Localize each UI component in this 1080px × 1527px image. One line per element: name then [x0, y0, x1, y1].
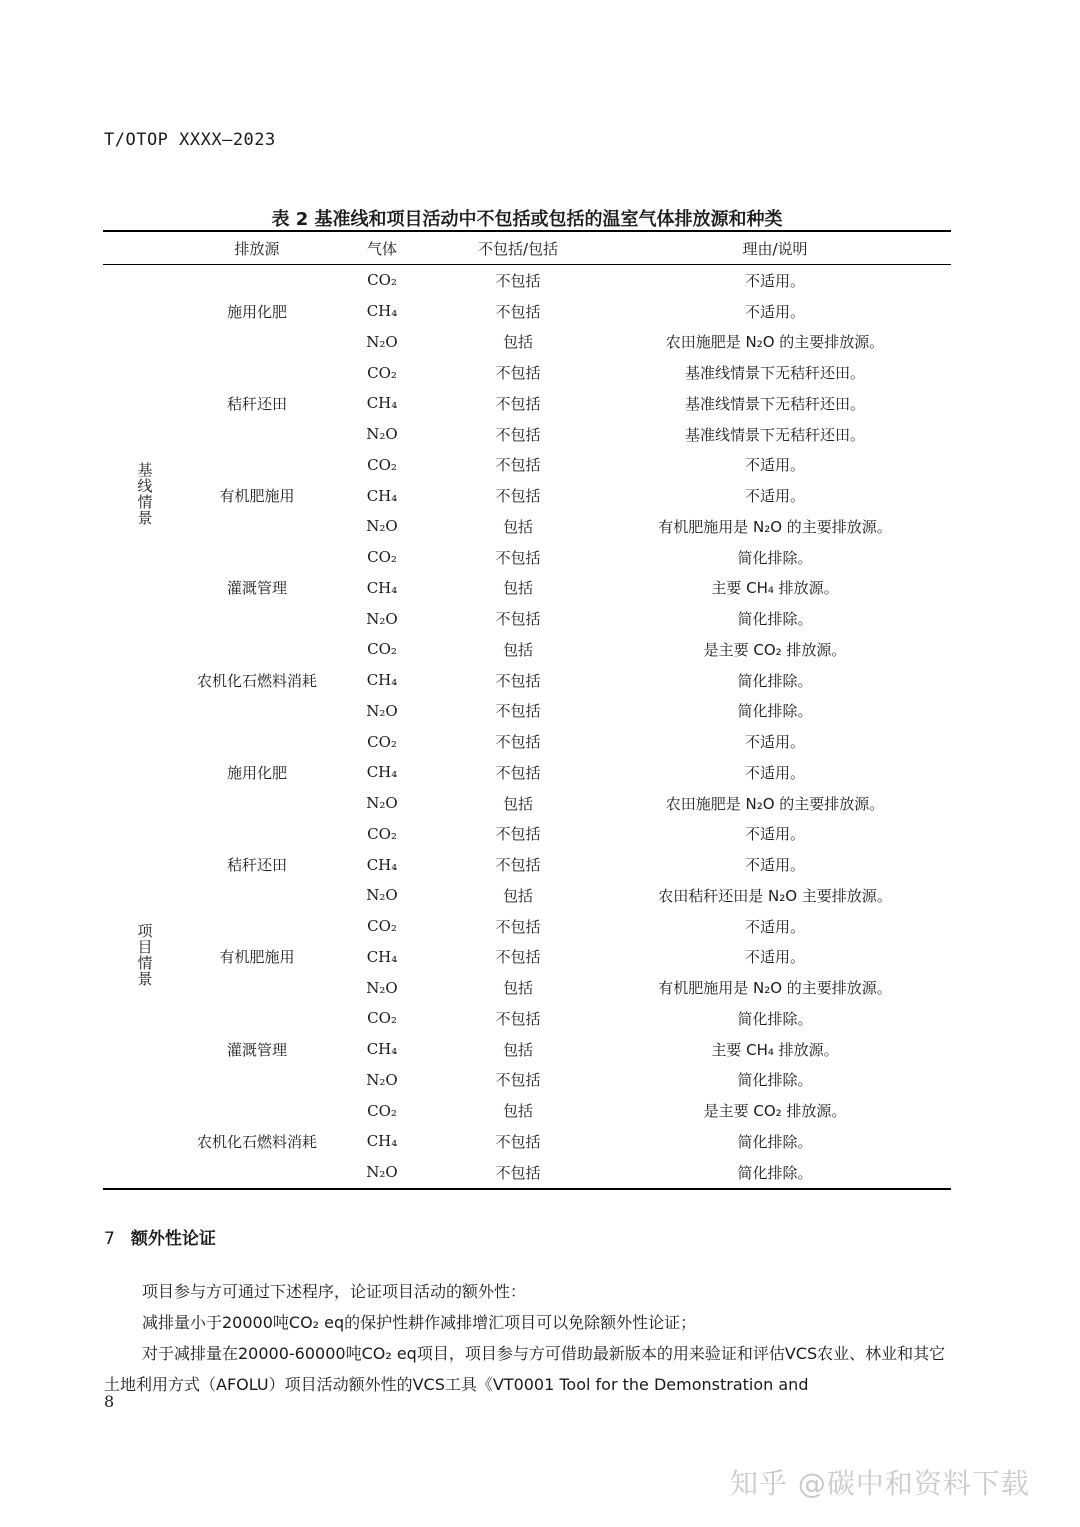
reason-cell: 简化排除。: [737, 548, 813, 567]
gas-cell: CH₄: [366, 1040, 398, 1059]
gas-cell: CH₄: [366, 302, 398, 321]
paragraph: 对于减排量在20000-60000吨CO₂ eq项目，项目参与方可借助最新版本的用来验证和评估VCS农业、林业和其它土地利用方式（AFOLU）项目活动额外性的VCS工具《VT0001 Tool for the Demonstration and: [104, 1344, 946, 1394]
inclusion-cell: 不包括: [495, 825, 541, 844]
gas-cell: CH₄: [366, 394, 398, 413]
gas-cell: CO₂: [367, 455, 397, 474]
source-cell: 有机肥施用: [219, 487, 295, 506]
reason-cell: 简化排除。: [737, 1132, 813, 1151]
gas-cell: CH₄: [366, 578, 398, 597]
gas-cell: CO₂: [367, 917, 397, 936]
gas-cell: CH₄: [366, 1132, 398, 1151]
reason-cell: 不适用。: [744, 825, 805, 844]
gas-cell: N₂O: [366, 332, 398, 351]
inclusion-cell: 不包括: [495, 702, 541, 721]
gas-cell: N₂O: [366, 701, 398, 720]
reason-cell: 基准线情景下无秸秆还田。: [684, 425, 865, 444]
inclusion-cell: 包括: [502, 1040, 533, 1059]
source-cell: 秸秆还田: [226, 856, 287, 875]
source-cell: 灌溉管理: [226, 579, 287, 598]
paragraph: 减排量小于20000吨CO₂ eq的保护性耕作减排增汇项目可以免除额外性论证；: [142, 1313, 697, 1332]
reason-cell: 农田施肥是 N₂O 的主要排放源。: [665, 333, 885, 352]
reason-cell: 简化排除。: [737, 1071, 813, 1090]
gas-cell: N₂O: [366, 609, 398, 628]
page-number: 8: [104, 1392, 115, 1411]
scene-cell: [103, 265, 187, 727]
inclusion-cell: 不包括: [495, 425, 541, 444]
reason-cell: 简化排除。: [737, 702, 813, 721]
section-title: 额外性论证: [130, 1229, 216, 1249]
gas-cell: CH₄: [366, 486, 398, 505]
scene-label: 基线情景: [135, 461, 154, 526]
gas-cell: CO₂: [367, 824, 397, 843]
reason-cell: 主要 CH₄ 排放源。: [711, 1040, 839, 1059]
reason-cell: 是主要 CO₂ 排放源。: [703, 1102, 847, 1121]
paragraph: 项目参与方可通过下述程序，论证项目活动的额外性：: [142, 1282, 527, 1301]
table-row: [103, 1003, 951, 1034]
reason-cell: 不适用。: [744, 733, 805, 752]
reason-cell: 不适用。: [744, 917, 805, 936]
inclusion-cell: 包括: [502, 886, 533, 905]
gas-cell: CH₄: [366, 671, 398, 690]
inclusion-cell: 包括: [502, 517, 533, 536]
gas-cell: N₂O: [366, 517, 398, 536]
inclusion-cell: 包括: [502, 979, 533, 998]
section-number: 7: [104, 1229, 115, 1249]
reason-cell: 简化排除。: [737, 610, 813, 629]
section-heading: [104, 1224, 216, 1249]
source-cell: 秸秆还田: [226, 394, 287, 413]
reason-cell: 农田施肥是 N₂O 的主要排放源。: [665, 794, 885, 813]
gas-cell: CO₂: [367, 1009, 397, 1028]
header-gas: 气体: [327, 232, 437, 265]
gas-cell: CO₂: [367, 548, 397, 567]
gas-cell: N₂O: [366, 1163, 398, 1182]
table-row: [103, 634, 951, 665]
reason-cell: 不适用。: [744, 271, 805, 290]
inclusion-cell: 不包括: [495, 302, 541, 321]
inclusion-cell: 不包括: [495, 364, 541, 383]
source-cell: 施用化肥: [226, 763, 287, 782]
inclusion-cell: 不包括: [495, 1009, 541, 1028]
table-row: [103, 819, 951, 850]
reason-cell: 是主要 CO₂ 排放源。: [703, 640, 847, 659]
inclusion-cell: 不包括: [495, 1163, 541, 1182]
inclusion-cell: 不包括: [495, 487, 541, 506]
gas-cell: N₂O: [366, 425, 398, 444]
gas-cell: N₂O: [366, 886, 398, 905]
reason-cell: 农田秸秆还田是 N₂O 主要排放源。: [658, 886, 892, 905]
table-header-row: [103, 232, 951, 265]
gas-cell: N₂O: [366, 794, 398, 813]
reason-cell: 简化排除。: [737, 671, 813, 690]
inclusion-cell: 不包括: [495, 1132, 541, 1151]
header-scene: [103, 232, 187, 265]
reason-cell: 主要 CH₄ 排放源。: [711, 579, 839, 598]
table-row: [103, 726, 951, 757]
inclusion-cell: 不包括: [495, 1071, 541, 1090]
reason-cell: 有机肥施用是 N₂O 的主要排放源。: [658, 979, 892, 998]
table-row: [103, 357, 951, 388]
reason-cell: 不适用。: [744, 763, 805, 782]
reason-cell: 不适用。: [744, 948, 805, 967]
inclusion-cell: 包括: [502, 1102, 533, 1121]
gas-cell: CO₂: [367, 271, 397, 290]
inclusion-cell: 不包括: [495, 856, 541, 875]
header-source: 排放源: [187, 232, 327, 265]
inclusion-cell: 包括: [502, 579, 533, 598]
table-row: [103, 1095, 951, 1126]
reason-cell: 不适用。: [744, 302, 805, 321]
inclusion-cell: 不包括: [495, 917, 541, 936]
inclusion-cell: 包括: [502, 794, 533, 813]
table-row: [103, 542, 951, 573]
reason-cell: 基准线情景下无秸秆还田。: [684, 394, 865, 413]
scene-label: 项目情景: [135, 922, 154, 987]
reason-cell: 简化排除。: [737, 1009, 813, 1028]
inclusion-cell: 包括: [502, 333, 533, 352]
gas-cell: CH₄: [366, 763, 398, 782]
source-cell: 农机化石燃料消耗: [196, 671, 317, 690]
inclusion-cell: 不包括: [495, 671, 541, 690]
inclusion-cell: 不包括: [495, 733, 541, 752]
source-cell: 农机化石燃料消耗: [196, 1132, 317, 1151]
header-reason: 理由/说明: [599, 232, 951, 265]
inclusion-cell: 不包括: [495, 456, 541, 475]
inclusion-cell: 不包括: [495, 548, 541, 567]
gas-cell: CO₂: [367, 640, 397, 659]
gas-cell: N₂O: [366, 978, 398, 997]
reason-cell: 不适用。: [744, 856, 805, 875]
inclusion-cell: 不包括: [495, 948, 541, 967]
reason-cell: 不适用。: [744, 456, 805, 475]
gas-cell: CO₂: [367, 1101, 397, 1120]
inclusion-cell: 不包括: [495, 763, 541, 782]
section-body: [104, 1276, 952, 1400]
table-body: [103, 265, 951, 1188]
table-title: 表 2 基准线和项目活动中不包括或包括的温室气体排放源和种类: [271, 209, 783, 230]
emission-sources-table: [103, 230, 951, 1190]
gas-cell: N₂O: [366, 1070, 398, 1089]
gas-cell: CH₄: [366, 947, 398, 966]
scene-cell: [103, 726, 187, 1187]
inclusion-cell: 不包括: [495, 610, 541, 629]
source-cell: 有机肥施用: [219, 948, 295, 967]
gas-cell: CO₂: [367, 363, 397, 382]
table-row: [103, 265, 951, 296]
reason-cell: 简化排除。: [737, 1163, 813, 1182]
table-row: [103, 450, 951, 481]
inclusion-cell: 不包括: [495, 394, 541, 413]
reason-cell: 不适用。: [744, 487, 805, 506]
source-cell: 灌溉管理: [226, 1040, 287, 1059]
gas-cell: CH₄: [366, 855, 398, 874]
watermark: 知乎 @碳中和资料下载: [730, 1467, 1030, 1500]
reason-cell: 基准线情景下无秸秆还田。: [684, 364, 865, 383]
document-code: T/OTOP XXXX—2023: [104, 130, 276, 150]
gas-cell: CO₂: [367, 732, 397, 751]
reason-cell: 有机肥施用是 N₂O 的主要排放源。: [658, 517, 892, 536]
inclusion-cell: 不包括: [495, 271, 541, 290]
source-cell: 施用化肥: [226, 302, 287, 321]
inclusion-cell: 包括: [502, 640, 533, 659]
table-row: [103, 911, 951, 942]
header-inclusion: 不包括/包括: [437, 232, 599, 265]
